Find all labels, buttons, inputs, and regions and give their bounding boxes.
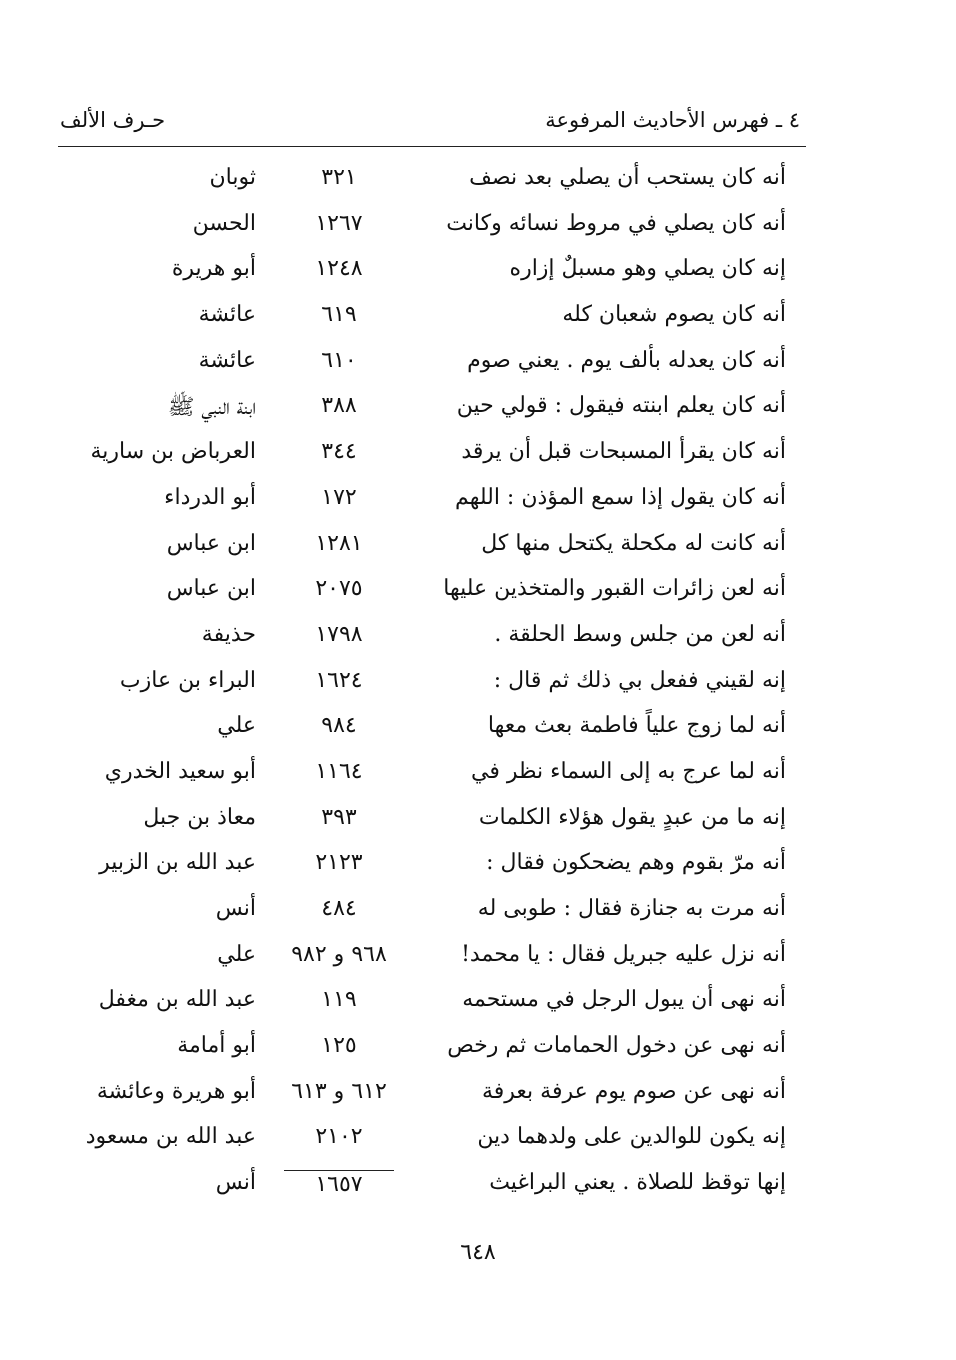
- narrator: ثوبان: [209, 165, 256, 190]
- narrator: علي: [217, 713, 256, 739]
- list-item: [0, 713, 956, 759]
- narrator: ابنة النبي ﷺ: [167, 395, 256, 421]
- narrator: معاذ بن جبل: [143, 804, 256, 830]
- narrator: البراء بن عازب: [119, 667, 256, 693]
- narrator: حذيفة: [201, 621, 256, 647]
- narrator: أنس: [215, 896, 256, 921]
- hadith-number: ١٢٦٧: [315, 210, 363, 236]
- narrator: أبو أمامة: [177, 1033, 256, 1059]
- hadith-text: أنه مرّ بقوم وهم يضحكون فقال :: [486, 850, 786, 876]
- hadith-number: ١٢٥: [321, 1033, 357, 1059]
- narrator: أبو الدرداء: [164, 484, 256, 510]
- hadith-number: ١٧٢: [321, 484, 357, 510]
- narrator: أبو سعيد الخدري: [104, 758, 256, 784]
- hadith-text: إنه ما من عبدٍ يقول هؤلاء الكلمات: [478, 804, 786, 830]
- hadith-text: أنه كان يقول إذا سمع المؤذن : اللهم: [455, 484, 786, 510]
- hadith-number: ٤٨٤: [321, 896, 357, 921]
- hadith-text: أنه لما زوج علياً فاطمة بعث معها: [487, 713, 786, 739]
- narrator: عبد الله بن الزبير: [99, 850, 256, 876]
- hadith-number: ١٦٥٧: [284, 1170, 394, 1200]
- list-item: [0, 622, 956, 668]
- hadith-number: ١٦٢٤: [315, 667, 363, 693]
- narrator: عائشة: [198, 302, 256, 328]
- list-item: [0, 1124, 956, 1170]
- list-item: [0, 942, 956, 988]
- hadith-text: أنه لعن من جلس وسط الحلقة .: [494, 621, 786, 647]
- list-item: [0, 256, 956, 302]
- hadith-text: أنه كانت له مكحلة يكتحل منها كل: [481, 530, 786, 556]
- narrator: عبد الله بن مغفل: [98, 987, 256, 1013]
- hadith-text: إنها توقظ للصلاة . يعني البراغيث: [489, 1170, 786, 1196]
- narrator: أبو هريرة: [171, 256, 256, 282]
- hadith-number: ٩٦٨ و ٩٨٢: [291, 941, 387, 967]
- narrator: عائشة: [198, 347, 256, 373]
- list-item: [0, 302, 956, 348]
- hadith-text: أنه كان يعدله بألف يوم . يعني صوم: [467, 347, 786, 373]
- hadith-text: أنه نهى أن يبول الرجل في مستحمه: [462, 987, 786, 1013]
- hadith-number: ١٢٤٨: [315, 256, 363, 282]
- hadith-number: ٣٢١: [321, 165, 357, 190]
- hadith-number: ٦١٩: [321, 302, 357, 328]
- list-item: [0, 393, 956, 439]
- hadith-text: أنه لعن زائرات القبور والمتخذين عليها: [443, 576, 786, 602]
- list-item: [0, 1033, 956, 1079]
- narrator: عبد الله بن مسعود: [85, 1124, 256, 1150]
- hadith-number: ٩٨٤: [321, 713, 357, 739]
- list-item: [0, 485, 956, 531]
- hadith-text: أنه كان يستحب أن يصلي بعد نصف: [469, 165, 786, 190]
- hadith-text: إنه كان يصلي وهو مسبلٌ إزاره: [509, 256, 786, 282]
- page-number: ٦٤٨: [460, 1240, 496, 1265]
- narrator: ابن عباس: [166, 530, 256, 556]
- hadith-index-list: [0, 165, 956, 1216]
- list-item: [0, 896, 956, 942]
- list-item: [0, 531, 956, 577]
- hadith-number: ٢١٢٣: [315, 850, 363, 876]
- list-item: [0, 668, 956, 714]
- hadith-text: إنه يكون للوالدين على ولدهما دين: [477, 1124, 786, 1150]
- hadith-number: ١٧٩٨: [315, 621, 363, 647]
- narrator: الحسن: [192, 210, 256, 236]
- list-item: [0, 439, 956, 485]
- hadith-text: أنه لما عرج به إلى السماء نظر في: [470, 758, 786, 784]
- list-item: [0, 805, 956, 851]
- narrator: ابن عباس: [166, 576, 256, 602]
- list-item: [0, 850, 956, 896]
- hadith-text: أنه مرت به جنازة فقال : طوبى له: [477, 896, 786, 921]
- hadith-text: أنه كان يصوم شعبان كله: [562, 302, 786, 328]
- page-header: [60, 108, 800, 144]
- hadith-number: ٣٤٤: [321, 439, 357, 465]
- letter-title: حـرف الألف: [60, 108, 166, 132]
- hadith-number: ٦١٢ و ٦١٣: [291, 1078, 387, 1104]
- hadith-number: ٣٩٣: [321, 804, 357, 830]
- narrator: أنس: [215, 1170, 256, 1196]
- list-item: [0, 576, 956, 622]
- hadith-text: أنه كان يعلم ابنته فيقول : قولي حين: [456, 393, 786, 419]
- hadith-text: أنه كان يقرأ المسبحات قبل أن يرقد: [461, 439, 786, 465]
- list-item: [0, 1079, 956, 1125]
- hadith-number: ٣٨٨: [321, 393, 357, 419]
- hadith-text: أنه نزل عليه جبريل فقال : يا محمد!: [461, 941, 786, 967]
- narrator: أبو هريرة وعائشة: [96, 1078, 256, 1104]
- hadith-text: إنه لقيني ففعل بي ذلك ثم قال :: [493, 667, 786, 693]
- list-item: [0, 759, 956, 805]
- header-rule: [58, 146, 806, 147]
- hadith-text: أنه نهى عن دخول الحمامات ثم رخص: [447, 1033, 786, 1059]
- list-item: [0, 165, 956, 211]
- hadith-text: أنه كان يصلي في مروط نسائه وكانت: [446, 210, 786, 236]
- hadith-text: أنه نهى عن صوم يوم عرفة بعرفة: [481, 1078, 786, 1104]
- hadith-number: ٢٠٧٥: [315, 576, 363, 602]
- hadith-number: ١١٩: [321, 987, 357, 1013]
- hadith-number: ١١٦٤: [315, 758, 363, 784]
- list-item: [0, 211, 956, 257]
- list-item: [0, 348, 956, 394]
- hadith-number: ١٢٨١: [315, 530, 363, 556]
- list-item: [0, 987, 956, 1033]
- list-item: [0, 1170, 956, 1216]
- narrator: علي: [217, 941, 256, 967]
- section-title: ٤ ـ فهرس الأحاديث المرفوعة: [545, 108, 800, 132]
- narrator: العرباض بن سارية: [90, 439, 256, 465]
- hadith-number: ٦١٠: [321, 347, 357, 373]
- hadith-number: ٢١٠٢: [315, 1124, 363, 1150]
